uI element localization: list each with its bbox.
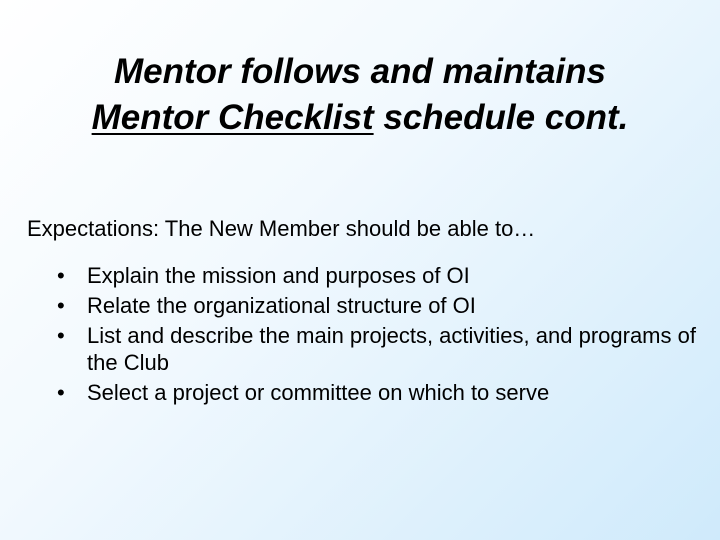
bullet-icon: • bbox=[57, 263, 65, 288]
title-line-1: Mentor follows and maintains bbox=[114, 52, 606, 91]
list-item bbox=[57, 292, 697, 319]
list-item-text: Select a project or committee on which to serve bbox=[87, 380, 550, 405]
expectations-list bbox=[57, 262, 697, 409]
list-item-text: Explain the mission and purposes of OI bbox=[87, 263, 470, 288]
list-item bbox=[57, 262, 697, 289]
bullet-icon: • bbox=[57, 293, 65, 318]
bullet-icon: • bbox=[57, 323, 65, 348]
list-item bbox=[57, 379, 697, 406]
list-item-text: Relate the organizational structure of OI bbox=[87, 293, 476, 318]
bullet-icon: • bbox=[57, 380, 65, 405]
title-underlined-term: Mentor Checklist bbox=[91, 98, 374, 137]
expectations-intro: Expectations: The New Member should be able to… bbox=[27, 216, 536, 241]
slide-title bbox=[0, 49, 720, 141]
list-item-text: List and describe the main projects, activities, and programs of the Club bbox=[87, 323, 696, 375]
title-line-2-rest: schedule cont. bbox=[373, 98, 629, 137]
list-item bbox=[57, 322, 697, 376]
